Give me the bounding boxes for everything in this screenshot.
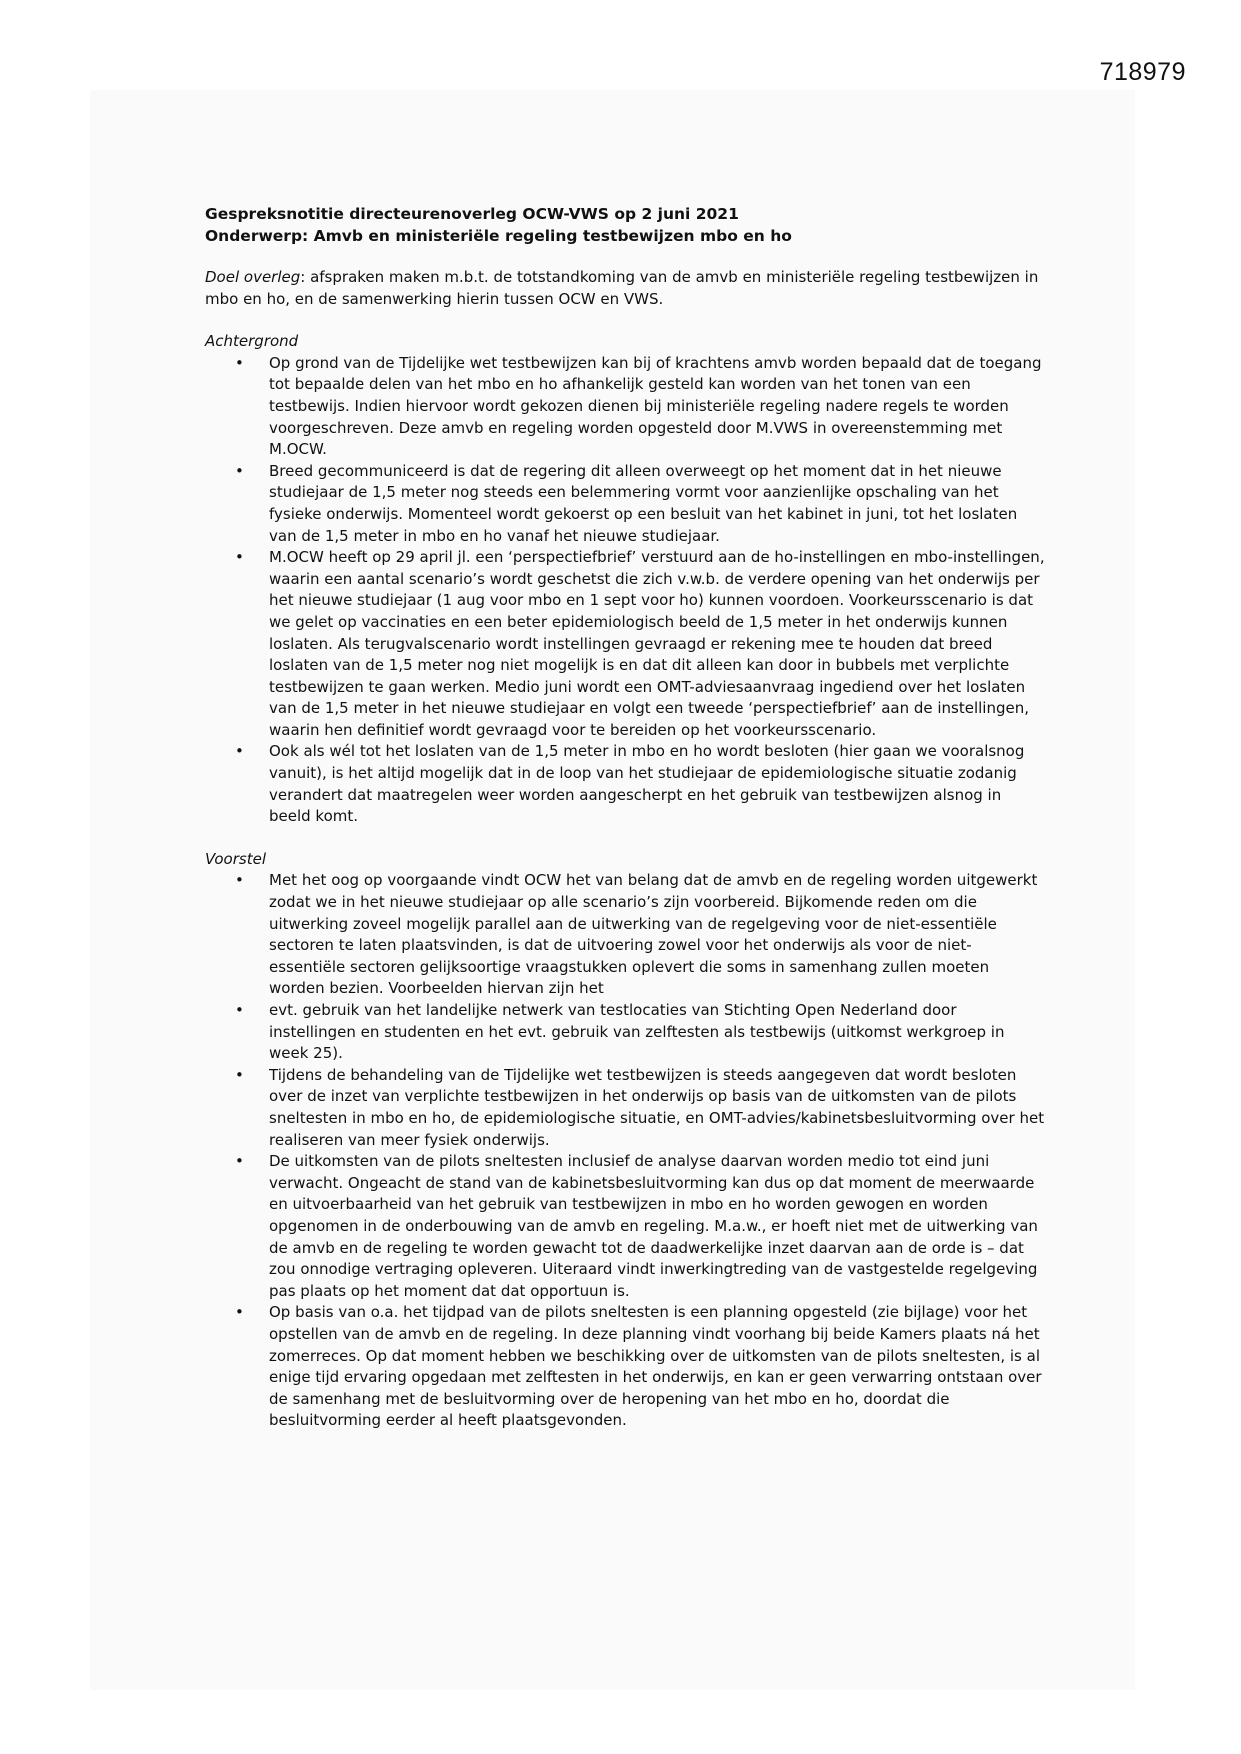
background-list <box>205 353 1045 828</box>
proposal-heading: Voorstel <box>205 849 266 868</box>
meeting-goal <box>205 267 1045 310</box>
background-item: • M.OCW heeft op 29 april jl. een ‘perspectiefbrief’ verstuurd aan de ho-instellingen en mbo-instellingen, waarin een aantal scenario’s wordt geschetst die zich v.w.b. de verdere opening van het onderwijs per het nieuwe studiejaar (1 aug voor mbo en 1 sept voor ho) kunnen voordoen. Voorkeursscenario is dat we gelet op vaccinaties en een beter epidemiologisch beeld de 1,5 meter in het onderwijs kunnen loslaten. Als terugvalscenario wordt instellingen gevraagd er rekening mee te houden dat breed loslaten van de 1,5 meter nog niet mogelijk is en dat dit alleen kan door in bubbels met verplichte testbewijzen te gaan werken. Medio juni wordt een OMT-adviesaanvraag ingediend over het loslaten van de 1,5 meter in het nieuwe studiejaar en volgt een tweede ‘perspectiefbrief’ aan de instellingen, waarin hen definitief wordt gevraagd voor te bereiden op het voorkeursscenario. <box>205 547 1045 741</box>
background-item: • Ook als wél tot het loslaten van de 1,5 meter in mbo en ho wordt besloten (hier gaan we vooralsnog vanuit), is het altijd mogelijk dat in de loop van het studiejaar de epidemiologische situatie zodanig verandert dat maatregelen weer worden aangescherpt en het gebruik van testbewijzen alsnog in beeld komt. <box>205 741 1045 827</box>
proposal-item: • evt. gebruik van het landelijke netwerk van testlocaties van Stichting Open Nederland door instellingen en studenten en het evt. gebruik van zelftesten als testbewijs (uitkomst werkgroep in week 25). <box>205 1000 1045 1065</box>
proposal-item: • Tijdens de behandeling van de Tijdelijke wet testbewijzen is steeds aangegeven dat wordt besloten over de inzet van verplichte testbewijzen in het onderwijs op basis van de uitkomsten van de pilots sneltesten in mbo en ho, de epidemiologische situatie, en OMT-advies/kabinetsbesluitvorming over het realiseren van meer fysiek onderwijs. <box>205 1065 1045 1151</box>
proposal-item: • Met het oog op voorgaande vindt OCW het van belang dat de amvb en de regeling worden uitgewerkt zodat we in het nieuwe studiejaar op alle scenario’s zijn voorbereid. Bijkomende reden om die uitwerking zoveel mogelijk parallel aan de uitwerking van de regelgeving voor de niet-essentiële sectoren te laten plaatsvinden, is dat de uitvoering zowel voor het onderwijs als voor de niet-essentiële sectoren gelijksoortige vraagstukken oplevert die soms in samenhang zullen moeten worden bezien. Voorbeelden hiervan zijn het <box>205 870 1045 1000</box>
document-subject: Onderwerp: Amvb en ministeriële regeling testbewijzen mbo en ho <box>205 227 792 245</box>
proposal-list <box>205 870 1045 1431</box>
background-heading: Achtergrond <box>205 332 299 351</box>
document-body <box>205 203 1045 1432</box>
meeting-goal-label: Doel overleg <box>205 268 301 286</box>
document-number: 718979 <box>1099 58 1186 86</box>
background-item: • Op grond van de Tijdelijke wet testbewijzen kan bij of krachtens amvb worden bepaald dat de toegang tot bepaalde delen van het mbo en ho afhankelijk gesteld kan worden van het tonen van een testbewijs. Indien hiervoor wordt gekozen dienen bij ministeriële regeling nadere regels te worden voorgeschreven. Deze amvb en regeling worden opgesteld door M.VWS in overeenstemming met M.OCW. <box>205 353 1045 461</box>
proposal-item: • De uitkomsten van de pilots sneltesten inclusief de analyse daarvan worden medio tot eind juni verwacht. Ongeacht de stand van de kabinetsbesluitvorming kan dus op dat moment de meerwaarde en uitvoerbaarheid van het gebruik van testbewijzen in mbo en ho worden gewogen en worden opgenomen in de onderbouwing van de amvb en regeling. M.a.w., er hoeft niet met de uitwerking van de amvb en de regeling te worden gewacht tot de daadwerkelijke inzet daarvan aan de orde is – dat zou onnodige vertraging opleveren. Uiteraard vindt inwerkingtreding van de vastgestelde regelgeving pas plaats op het moment dat dat opportuun is. <box>205 1151 1045 1302</box>
background-item: • Breed gecommuniceerd is dat de regering dit alleen overweegt op het moment dat in het nieuwe studiejaar de 1,5 meter nog steeds een belemmering vormt voor aanzienlijke opschaling van het fysieke onderwijs. Momenteel wordt gekoerst op een besluit van het kabinet in juni, tot het loslaten van de 1,5 meter in mbo en ho vanaf het nieuwe studiejaar. <box>205 461 1045 547</box>
meeting-goal-text: : afspraken maken m.b.t. de totstandkoming van de amvb en ministeriële regeling testbewijzen in mbo en ho, en de samenwerking hierin tussen OCW en VWS. <box>205 268 1039 308</box>
proposal-item: • Op basis van o.a. het tijdpad van de pilots sneltesten is een planning opgesteld (zie bijlage) voor het opstellen van de amvb en de regeling. In deze planning vindt voorhang bij beide Kamers plaats ná het zomerreces. Op dat moment hebben we beschikking over de uitkomsten van de pilots sneltesten, is al enige tijd ervaring opgedaan met zelftesten in het onderwijs, en kan er geen verwarring ontstaan over de samenhang met de besluitvorming over de heropening van het mbo en ho, doordat die besluitvorming eerder al heeft plaatsgevonden. <box>205 1302 1045 1432</box>
document-title: Gespreksnotitie directeurenoverleg OCW-VWS op 2 juni 2021 <box>205 205 739 223</box>
